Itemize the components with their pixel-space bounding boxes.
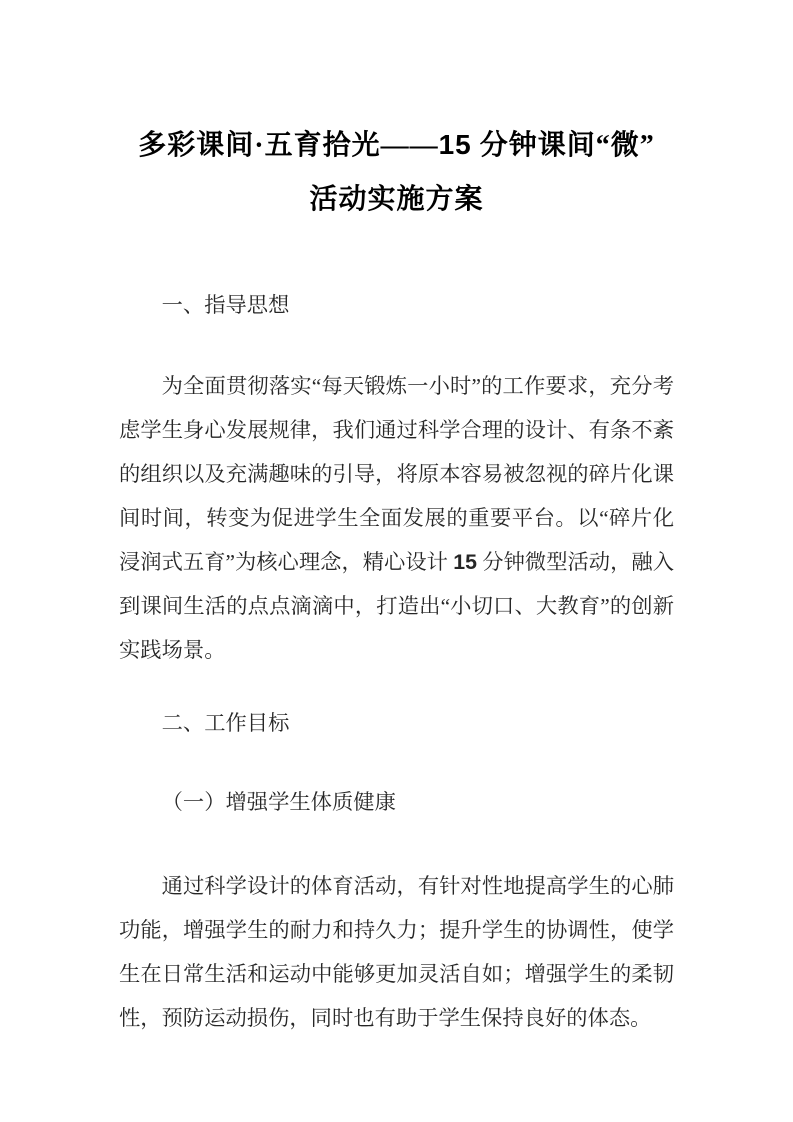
section-1-paragraph: 为全面贯彻落实“每天锻炼一小时”的工作要求，充分考虑学生身心发展规律，我们通过科学合理的设计、有条不紊的组织以及充满趣味的引导，将原本容易被忽视的碎片化课间时间，转变为促进学生全面发展的重要平台。以“碎片化浸润式五育”为核心理念，精心设计 15 分钟微型活动，融入到课间生活的点点滴滴中，打造出“小切口、大教育”的创新实践场景。 <box>119 374 675 662</box>
section-2-heading: 二、工作目标 <box>161 711 290 735</box>
document-title-line-2: 活动实施方案 <box>309 184 484 215</box>
document-title <box>119 118 674 227</box>
section-2-paragraph: 通过科学设计的体育活动，有针对性地提高学生的心肺功能，增强学生的耐力和持久力；提升学生的协调性，使学生在日常生活和运动中能够更加灵活自如；增强学生的柔韧性，预防运动损伤，同时也有助于学生保持良好的体态。 <box>119 874 674 1030</box>
section-2-subheading: （一）增强学生体质健康 <box>161 790 396 814</box>
document-title-line-1: 多彩课间·五育拾光——15 分钟课间“微” <box>138 129 655 161</box>
section-1-heading: 一、指导思想 <box>161 293 290 317</box>
